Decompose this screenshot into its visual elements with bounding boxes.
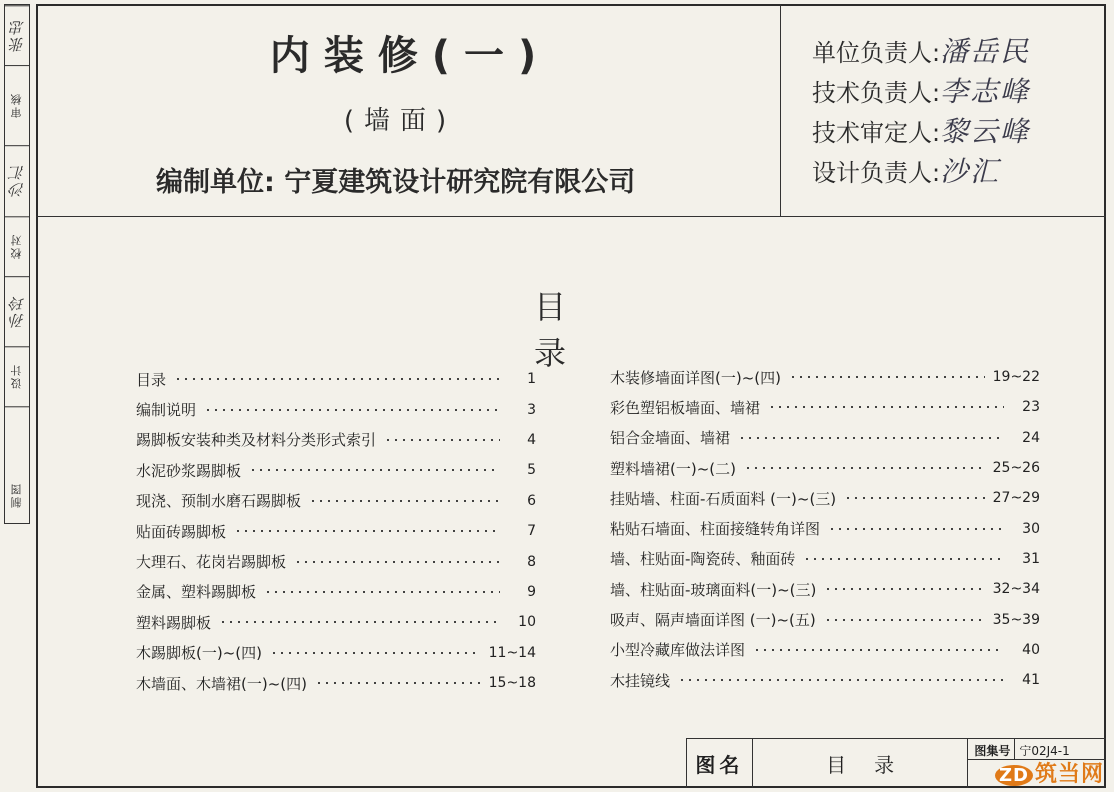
toc-leader	[738, 437, 1004, 439]
toc-entry[interactable]	[136, 425, 536, 455]
toc-entry-page: 27~29	[992, 490, 1040, 507]
toc-entry-text: 墙、柱贴面-玻璃面料(一)~(三)	[610, 580, 817, 599]
responsible-signature: 潘岳民	[940, 35, 1031, 68]
header-divider	[36, 216, 1106, 217]
toc-leader	[294, 561, 500, 563]
responsible-signature: 黎云峰	[940, 115, 1031, 148]
toc-leader	[844, 497, 984, 499]
toc-leader	[824, 588, 984, 590]
toc-entry-text: 目录	[136, 370, 167, 389]
toc-entry-page: 6	[527, 492, 536, 509]
toc-entry-page: 7	[527, 523, 536, 540]
review-signature-3: 孙玲	[5, 276, 29, 346]
atlas-number: 宁02J4-1	[1019, 744, 1070, 758]
toc-leader	[753, 649, 1004, 651]
toc-leader	[270, 652, 481, 654]
toc-leader	[744, 467, 985, 469]
toc-leader	[249, 469, 500, 471]
responsible-signature: 李志峰	[940, 75, 1031, 108]
watermark-text: 筑当网	[1034, 762, 1104, 787]
toc-entry-text: 塑料踢脚板	[136, 613, 212, 632]
toc-entry-text: 塑料墙裙(一)~(二)	[610, 459, 736, 478]
review-label-design: 设计	[5, 346, 29, 406]
toc-entry-page: 4	[527, 431, 536, 448]
organization: 编制单位: 宁夏建筑设计研究院有限公司	[156, 167, 636, 198]
responsible-label: 技术负责人:	[812, 78, 941, 107]
toc-leader	[204, 409, 500, 411]
responsible-label: 设计负责人:	[812, 158, 941, 187]
toc-entry-text: 墙、柱贴面-陶瓷砖、釉面砖	[610, 550, 796, 569]
toc-leader	[803, 558, 1004, 560]
toc-entry[interactable]	[610, 362, 1040, 392]
toc-entry-page: 1	[527, 371, 536, 388]
sheet-subtitle: (墙面)	[343, 106, 457, 136]
toc-entry[interactable]	[610, 483, 1040, 513]
toc-entry-page: 15~18	[488, 675, 536, 692]
toc-entry-page: 11~14	[488, 644, 536, 661]
toc-entry-text: 吸声、隔声墙面详图 (一)~(五)	[610, 611, 816, 630]
toc-entry-page: 23	[1022, 399, 1040, 416]
toc-title: 目录	[533, 288, 606, 372]
toc-entry-text: 现浇、预制水磨石踢脚板	[136, 492, 302, 511]
toc-leader	[315, 682, 481, 684]
toc-entry-page: 8	[527, 553, 536, 570]
toc-entry[interactable]	[610, 604, 1040, 634]
toc-leader	[219, 621, 500, 623]
sheet-title: 内装修(一)	[269, 33, 551, 79]
review-label-drafting: 制图	[10, 481, 23, 508]
review-signature-1: 张忠	[5, 5, 29, 65]
responsible-row	[812, 150, 1030, 190]
toc-entry-text: 小型冷藏库做法详图	[610, 641, 746, 660]
toc-entry[interactable]	[610, 513, 1040, 543]
toc-leader	[234, 530, 500, 532]
toc-entry-text: 编制说明	[136, 401, 197, 420]
toc-leader	[309, 500, 500, 502]
toc-entry-page: 10	[518, 614, 536, 631]
toc-right-column	[610, 362, 1040, 695]
toc-entry-text: 铝合金墙面、墙裙	[610, 429, 731, 448]
toc-entry[interactable]	[610, 392, 1040, 422]
toc-entry-text: 大理石、花岗岩踢脚板	[136, 553, 287, 572]
toc-entry-page: 31	[1022, 550, 1040, 567]
watermark-badge: ZD	[995, 765, 1033, 786]
toc-entry-page: 3	[527, 401, 536, 418]
toc-leader	[768, 406, 1004, 408]
toc-entry[interactable]	[136, 607, 536, 637]
toc-entry[interactable]	[136, 546, 536, 576]
toc-entry[interactable]	[136, 638, 536, 668]
toc-entry[interactable]	[136, 364, 536, 394]
toc-left-column	[136, 364, 536, 698]
toc-entry[interactable]	[136, 577, 536, 607]
responsible-row	[812, 110, 1030, 150]
toc-entry-text: 木墙面、木墙裙(一)~(四)	[136, 674, 307, 693]
toc-leader	[678, 679, 1004, 681]
toc-entry-page: 41	[1022, 672, 1040, 689]
review-label-proofread: 校对	[5, 216, 29, 276]
toc-entry[interactable]	[610, 544, 1040, 574]
toc-entry[interactable]	[610, 665, 1040, 695]
toc-entry-page: 24	[1022, 429, 1040, 446]
toc-entry-page: 25~26	[992, 460, 1040, 477]
responsible-signature: 沙汇	[940, 155, 1001, 188]
toc-entry-text: 粘贴石墙面、柱面接缝转角详图	[610, 520, 821, 539]
responsible-label: 技术审定人:	[812, 118, 941, 147]
toc-leader	[828, 528, 1004, 530]
toc-leader	[174, 378, 500, 380]
header-vertical-divider	[780, 4, 781, 216]
toc-entry-page: 5	[527, 462, 536, 479]
toc-entry[interactable]	[136, 486, 536, 516]
toc-leader	[789, 376, 985, 378]
toc-leader	[384, 439, 500, 441]
toc-entry[interactable]	[136, 516, 536, 546]
toc-entry[interactable]	[610, 423, 1040, 453]
toc-entry[interactable]	[610, 574, 1040, 604]
toc-entry-page: 19~22	[992, 369, 1040, 386]
toc-entry-text: 木踢脚板(一)~(四)	[136, 644, 262, 663]
toc-leader	[824, 619, 985, 621]
toc-leader	[264, 591, 500, 593]
review-blank	[5, 406, 29, 466]
toc-entry[interactable]	[136, 668, 536, 698]
toc-entry-page: 30	[1022, 520, 1040, 537]
title-block-name-value: 目录	[753, 739, 969, 788]
toc-entry-text: 踢脚板安装种类及材料分类形式索引	[136, 431, 377, 450]
responsible-row	[812, 30, 1030, 70]
watermark-logo	[995, 757, 1104, 788]
toc-entry-text: 木装修墙面详图(一)~(四)	[610, 368, 781, 387]
responsible-list	[812, 30, 1030, 190]
toc-entry-page: 40	[1022, 641, 1040, 658]
toc-entry[interactable]	[136, 394, 536, 424]
toc-entry-page: 32~34	[992, 581, 1040, 598]
toc-entry-text: 贴面砖踢脚板	[136, 522, 227, 541]
responsible-row	[812, 70, 1030, 110]
responsible-label: 单位负责人:	[812, 38, 941, 67]
toc-entry[interactable]	[136, 455, 536, 485]
toc-entry-page: 35~39	[992, 611, 1040, 628]
atlas-label: 图集号	[968, 739, 1015, 759]
toc-entry[interactable]	[610, 635, 1040, 665]
toc-entry[interactable]	[610, 453, 1040, 483]
review-strip	[4, 4, 30, 524]
toc-entry-page: 9	[527, 583, 536, 600]
toc-entry-text: 挂贴墙、柱面-石质面料 (一)~(三)	[610, 489, 837, 508]
toc-entry-text: 金属、塑料踢脚板	[136, 583, 257, 602]
toc-entry-text: 木挂镜线	[610, 671, 671, 690]
toc-entry-text: 彩色塑铝板墙面、墙裙	[610, 398, 761, 417]
toc-entry-text: 水泥砂浆踢脚板	[136, 461, 242, 480]
review-signature-2: 沙汇	[5, 145, 29, 215]
review-label-audit: 审核	[5, 65, 29, 145]
title-block-name-label: 图名	[687, 739, 753, 788]
